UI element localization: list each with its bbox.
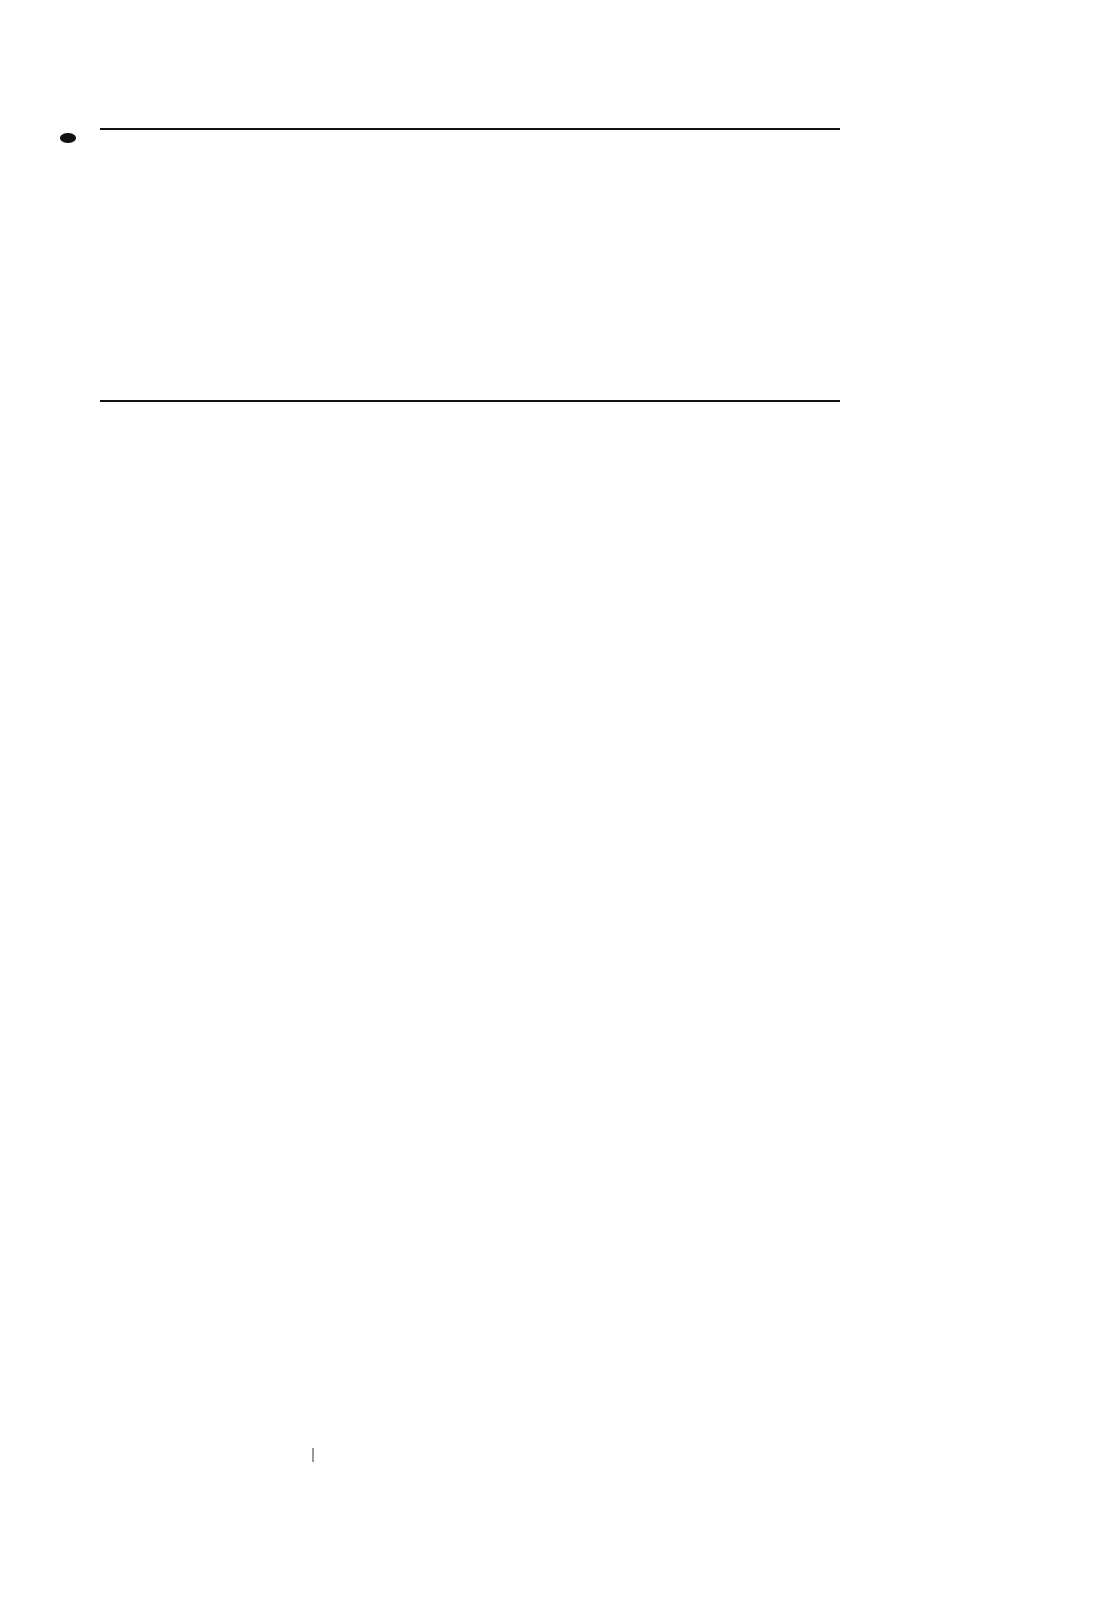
commentary-line: [100, 538, 840, 578]
separator-rule: [100, 400, 840, 402]
top-rule: [100, 128, 840, 130]
hadith-line: [100, 228, 840, 292]
commentary-line: [100, 954, 840, 994]
commentary-line: [100, 662, 840, 702]
commentary-line: [100, 1164, 840, 1204]
commentary-line: [100, 458, 840, 498]
commentary-line: [100, 912, 840, 952]
commentary-line: [100, 1080, 840, 1120]
commentary-line: [100, 1332, 840, 1372]
commentary-line: [100, 870, 840, 910]
commentary-line: [100, 418, 840, 458]
commentary-line: [100, 828, 840, 868]
commentary-line: [100, 1122, 840, 1162]
commentary-line: [100, 786, 840, 826]
commentary-line: [100, 578, 840, 618]
commentary-line: [100, 498, 840, 538]
hadith-line: [100, 148, 840, 212]
commentary-line: [100, 702, 840, 742]
commentary-line: [100, 996, 840, 1036]
commentary-line: [100, 1206, 840, 1246]
commentary-block: [100, 418, 840, 1608]
commentary-line: [100, 1374, 840, 1414]
commentary-line: [100, 1290, 840, 1330]
commentary-line: [100, 1248, 840, 1288]
hadith-line: [100, 312, 840, 376]
commentary-line: [100, 1416, 840, 1456]
verse-line: [100, 616, 840, 656]
scan-mark: [312, 1448, 314, 1462]
ink-blot: [60, 133, 76, 143]
commentary-line: [100, 744, 840, 784]
commentary-line: [100, 1038, 840, 1078]
